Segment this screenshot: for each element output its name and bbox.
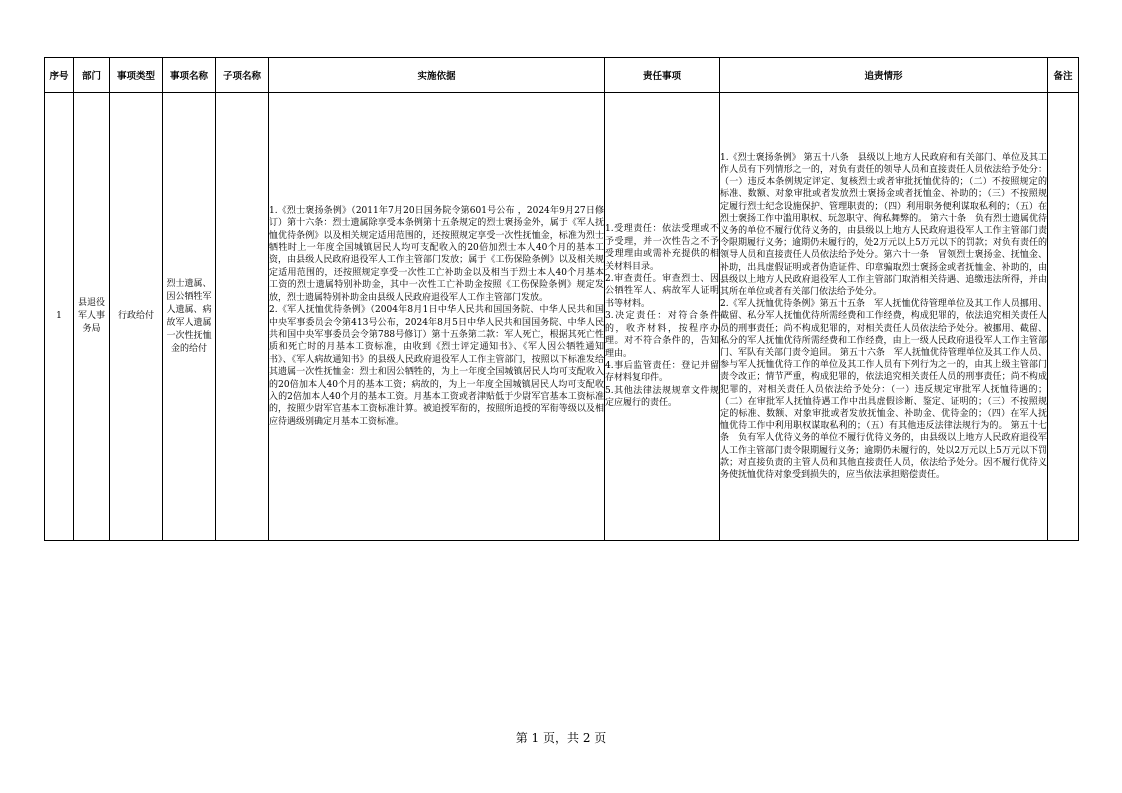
- accountability-table: [44, 57, 1079, 541]
- cell-accountability: [720, 93, 1048, 541]
- responsibility-item: 1.受理责任：依法受理或不予受理，并一次性告之不予受理理由或需补充提供的相关材料目录。: [605, 224, 719, 272]
- cell-basis: [269, 93, 605, 541]
- header-department: 部门: [74, 58, 110, 93]
- cell-remark: [1048, 93, 1079, 541]
- basis-paragraph: 2.《军人抚恤优待条例》（2004年8月1日中华人民共和国国务院、中华人民共和国中央军事委员会令第413号公布，2024年8月5日中华人民共和国国务院、中华人民共和国中央军事委员会令第788号修订）第十五条第二款：军人死亡，根据其死亡性质和死亡时的月基本工资标准，由收到《烈士评定通知书》、《军人因公牺牲通知书》、《军人病故通知书》的县级人民政府退役军人工作主管部门，按照以下标准发给其遗属一次性抚恤金：烈士和因公牺牲的，为上一年度全国城镇居民人均可支配收入的20倍加本人40个月的基本工资；病故的，为上一年度全国城镇居民人均可支配收入的2倍加本人40个月的基本工资。月基本工资或者津贴低于少尉军官基本工资标准的，按照少尉军官基本工资标准计算。被追授军衔的，按照所追授的军衔等级以及相应待遇级别确定月基本工资标准。: [269, 305, 604, 427]
- page-footer: 第 1 页，共 2 页: [515, 731, 607, 745]
- basis-paragraph: 1.《烈士褒扬条例》（2011年7月20日国务院令第601号公布 ，2024年9月27日修订）第十六条：烈士遗属除享受本条例第十五条规定的烈士褒扬金外，属于《军人抚恤优待条例》以及相关规定适用范围的，还按照规定享受一次性抚恤金，标准为烈士牺牲时上一年度全国城镇居民人均可支配收入的20倍加烈士本人40个月的基本工资，由县级人民政府退役军人工作主管部门发放；属于《工伤保险条例》以及相关规定适用范围的，还按照规定享受一次性工亡补助金以及相当于烈士本人40个月基本工资的烈士遗属特别补助金，其中一次性工亡补助金按照《工伤保险条例》规定发放，烈士遗属特别补助金由县级人民政府退役军人工作主管部门发放。: [269, 205, 604, 303]
- responsibility-item: 3.决定责任：对符合条件的，收齐材料，按程序办理。对不符合条件的，告知理由。: [605, 311, 719, 359]
- header-sub-item: 子项名称: [216, 58, 269, 93]
- header-remark: 备注: [1048, 58, 1079, 93]
- cell-sub-item: [216, 93, 269, 541]
- header-item-name: 事项名称: [163, 58, 216, 93]
- responsibility-item: 4.事后监管责任：登记并留存材料复印件。: [605, 360, 719, 384]
- accountability-paragraph: 1.《烈士褒扬条例》 第五十八条 县级以上地方人民政府和有关部门、单位及其工作人员有下列情形之一的，对负有责任的领导人员和直接责任人员依法给予处分：（一）违反本条例规定评定、复核烈士或者审批抚恤优待的；（二）不按照规定的标准、数额、对象审批或者发放烈士褒扬金或者抚恤金、补助的；（三）不按照规定履行烈士纪念设施保护、管理职责的；（四）利用职务便利谋取私利的；（五）在烈士褒扬工作中滥用职权、玩忽职守、徇私舞弊的。 第六十条 负有烈士遗属优待义务的单位不履行优待义务的，由县级以上地方人民政府退役军人工作主管部门责令限期履行义务；逾期仍未履行的，处2万元以上5万元以下的罚款；对负有责任的领导人员和直接责任人员依法给予处分。第六十一条 冒领烈士褒扬金、抚恤金、补助，出具虚假证明或者伪造证件、印章骗取烈士褒扬金或者抚恤金、补助的，由县级以上地方人民政府退役军人工作主管部门取消相关待遇、追缴违法所得，并由其所在单位或者有关部门依法给予处分。: [720, 152, 1047, 297]
- table-row: [45, 93, 1079, 541]
- table-header-row: [45, 58, 1079, 93]
- cell-department: 县退役军人事务局: [74, 93, 110, 541]
- responsibility-item: 2.审查责任。审查烈士、因公牺牲军人、病故军人证明书等材料。: [605, 274, 719, 309]
- header-index: 序号: [45, 58, 74, 93]
- responsibility-item: 5.其他法律法规规章文件规定应履行的责任。: [605, 385, 719, 409]
- cell-item-name: 烈士遗属、因公牺牲军人遗属、病故军人遗属一次性抚恤金的给付: [163, 93, 216, 541]
- cell-responsibility: [605, 93, 720, 541]
- accountability-paragraph: 2.《军人抚恤优待条例》第五十五条 军人抚恤优待管理单位及其工作人员挪用、截留、私分军人抚恤优待所需经费和工作经费，构成犯罪的，依法追究相关责任人员的刑事责任；尚不构成犯罪的，对相关责任人员依法给予处分。被挪用、截留、私分的军人抚恤优待所需经费和工作经费，由上一级人民政府退役军人工作主管部门、军队有关部门责令追回。 第五十六条 军人抚恤优待管理单位及其工作人员、参与军人抚恤优待工作的单位及其工作人员有下列行为之一的，由其上级主管部门责令改正；情节严重，构成犯罪的，依法追究相关责任人员的刑事责任；尚不构成犯罪的，对相关责任人员依法给予处分：（一）违反规定审批军人抚恤待遇的；（二）在审批军人抚恤待遇工作中出具虚假诊断、鉴定、证明的；（三）不按照规定的标准、数额、对象审批或者发放抚恤金、补助金、优待金的；（四）在军人抚恤优待工作中利用职权谋取私利的；（五）有其他违反法律法规行为的。 第五十七条 负有军人优待义务的单位不履行优待义务的，由县级以上地方人民政府退役军人工作主管部门责令限期履行义务；逾期仍未履行的，处以2万元以上5万元以下罚款；对直接负责的主管人员和其他直接责任人员，依法给予处分。因不履行优待义务使抚恤优待对象受到损失的，应当依法承担赔偿责任。: [720, 299, 1047, 481]
- header-accountability: 追责情形: [720, 58, 1048, 93]
- header-basis: 实施依据: [269, 58, 605, 93]
- cell-index: 1: [45, 93, 74, 541]
- header-responsibility: 责任事项: [605, 58, 720, 93]
- cell-item-type: 行政给付: [110, 93, 163, 541]
- header-item-type: 事项类型: [110, 58, 163, 93]
